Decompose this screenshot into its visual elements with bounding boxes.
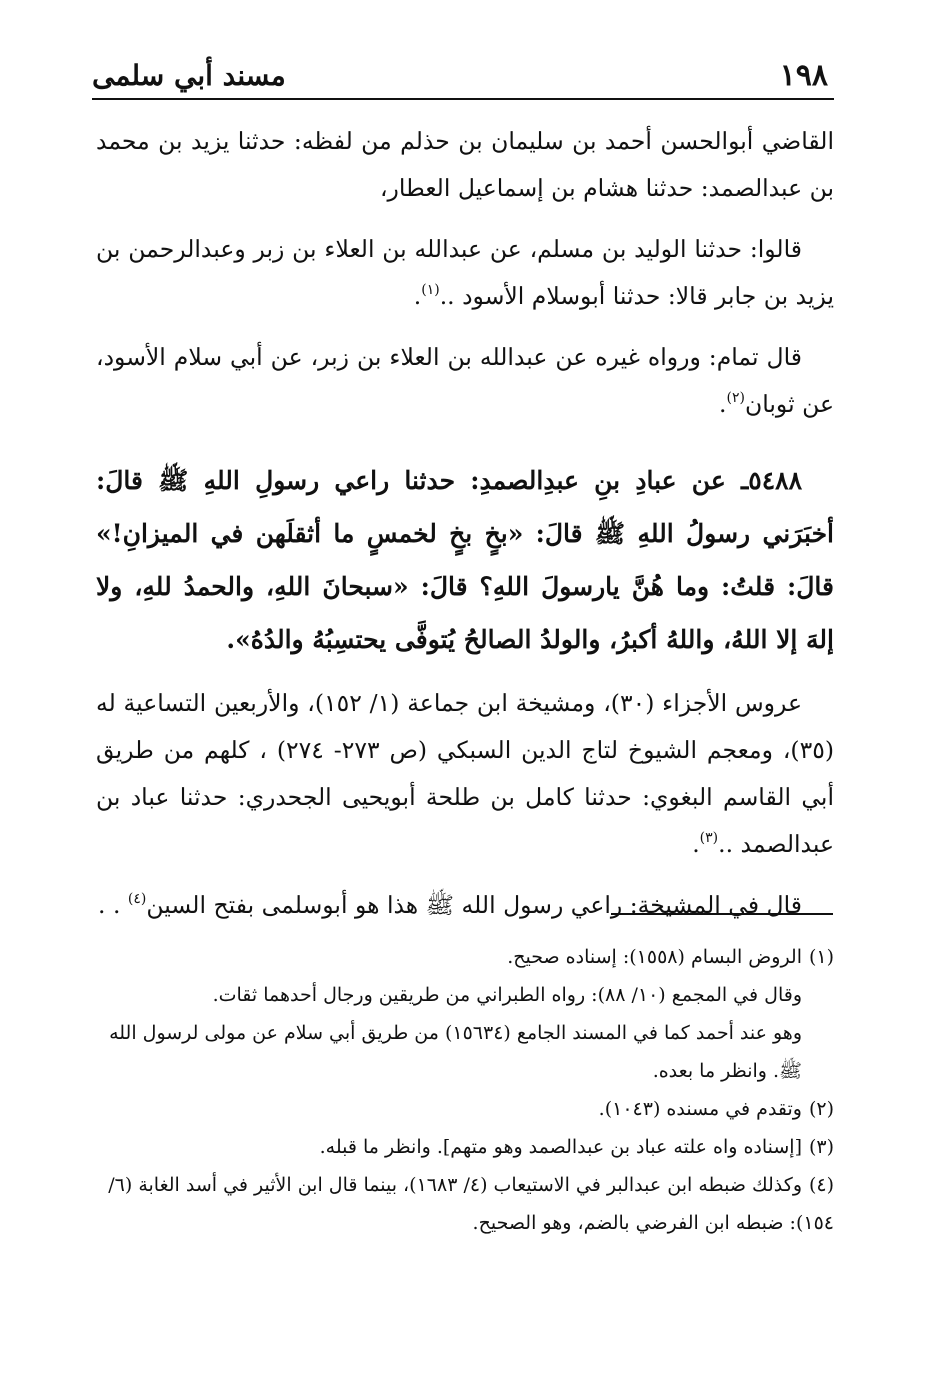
footnote-2 — [96, 1090, 834, 1128]
footnote-text: [إسناده واه علته عباد بن عبدالصمد وهو متهم]. وانظر ما قبله. — [319, 1136, 802, 1158]
paragraph-end: . — [719, 390, 727, 418]
paragraph-text: القاضي أبوالحسن أحمد بن سليمان بن حذلم من لفظه: حدثنا يزيد بن محمد بن عبدالصمد: حدثنا هشام بن إسماعيل العطار، — [96, 127, 834, 202]
footnote-marker-2[interactable]: (٢) — [726, 390, 745, 406]
paragraph-end: . — [692, 830, 700, 858]
paragraph-qala-tammam — [96, 334, 834, 428]
hadith-5488 — [96, 454, 834, 666]
footnote-number: (٣) — [808, 1136, 834, 1158]
footnote-marker-3[interactable]: (٣) — [699, 830, 719, 846]
footnote-1-continuation — [96, 1014, 834, 1090]
footnote-number: (١) — [808, 946, 834, 968]
page-number: ١٩٨ — [779, 58, 828, 93]
footnote-1 — [96, 938, 834, 976]
paragraph-text: قالوا: حدثنا الوليد بن مسلم، عن عبدالله بن العلاء بن زبر وعبدالرحمن بن يزيد بن جابر قالا: حدثنا أبوسلام الأسود .. — [96, 235, 834, 310]
footnote-text: الروض البسام (١٥٥٨): إسناده صحيح. — [507, 946, 802, 968]
footnotes — [96, 938, 834, 1242]
paragraph-mashyakha — [96, 882, 834, 929]
footnote-4 — [96, 1166, 834, 1242]
paragraph-text: قال في المشيخة: راعي رسول الله ﷺ هذا هو أبوسلمى بفتح السين — [146, 891, 802, 919]
hadith-text: ٥٤٨٨ـ عن عبادِ بنِ عبدِالصمدِ: حدثنا راعي رسولِ اللهِ ﷺ قالَ: أخبَرَني رسولُ اللهِ ﷺ قالَ: «بخٍ بخٍ لخمسٍ ما أثقلَهن في الميزانِ!» قالَ: قلتُ: وما هُنَّ يارسولَ اللهِ؟ قالَ: «سبحانَ اللهِ، والحمدُ للهِ، ولا إلهَ إلا اللهُ، واللهُ أكبرُ، والولدُ الصالحُ يُتوفَّى يحتسِبُهُ والدُهُ». — [96, 466, 834, 654]
paragraph-qalu: قالوا: حدثنا الوليد بن مسلم، عن عبدالله بن العلاء بن زبر وعبدالرحمن بن يزيد بن جابر قالا: حدثنا أبوسلام الأسود ..$^{(١)}$. — [96, 235, 834, 310]
footnote-text: وتقدم في مسنده (١٠٤٣). — [598, 1098, 802, 1120]
header-rule — [92, 98, 834, 100]
footnote-marker-4[interactable]: (٤) — [127, 891, 147, 907]
footnote-text: وقال في المجمع (١٠/ ٨٨): رواه الطبراني من طريقين ورجال أحدهما ثقات. — [212, 984, 802, 1006]
running-header — [92, 58, 834, 100]
paragraph-chain-of-narration — [96, 118, 834, 212]
footnote-text: وهو عند أحمد كما في المسند الجامع (١٥٦٣٤) من طريق أبي سلام عن مولى لرسول الله ﷺ. وانظر ما بعده. — [109, 1022, 802, 1082]
footnote-3 — [96, 1128, 834, 1166]
paragraph-text: قال تمام: ورواه غيره عن عبدالله بن العلاء بن زبر، عن أبي سلام الأسود، عن ثوبان — [96, 343, 834, 418]
footnote-number: (٢) — [808, 1098, 834, 1120]
footnote-text: وكذلك ضبطه ابن عبدالبر في الاستيعاب (٤/ ١٦٨٣)، بينما قال ابن الأثير في أسد الغابة (٦/ ١٥٤): ضبطه ابن الفرضي بالضم، وهو الصحيح. — [108, 1174, 834, 1234]
footnote-separator — [611, 913, 833, 915]
main-text — [96, 118, 834, 943]
footnote-marker-1[interactable]: (١) — [421, 282, 440, 298]
paragraph-end: . . — [98, 891, 128, 919]
footnote-number: (٤) — [808, 1174, 834, 1196]
footnote-1-continuation — [96, 976, 834, 1014]
book-title: مسند أبي سلمى — [92, 59, 286, 92]
paragraph-takhrij — [96, 680, 834, 868]
paragraph-text: عروس الأجزاء (٣٠)، ومشيخة ابن جماعة (١/ ١٥٢)، والأربعين التساعية له (٣٥)، ومعجم الشيوخ لتاج الدين السبكي (ص ٢٧٣- ٢٧٤) ، كلهم من طريق أبي القاسم البغوي: حدثنا كامل بن طلحة أبويحيى الجحدري: حدثنا عباد بن عبدالصمد .. — [96, 689, 834, 858]
